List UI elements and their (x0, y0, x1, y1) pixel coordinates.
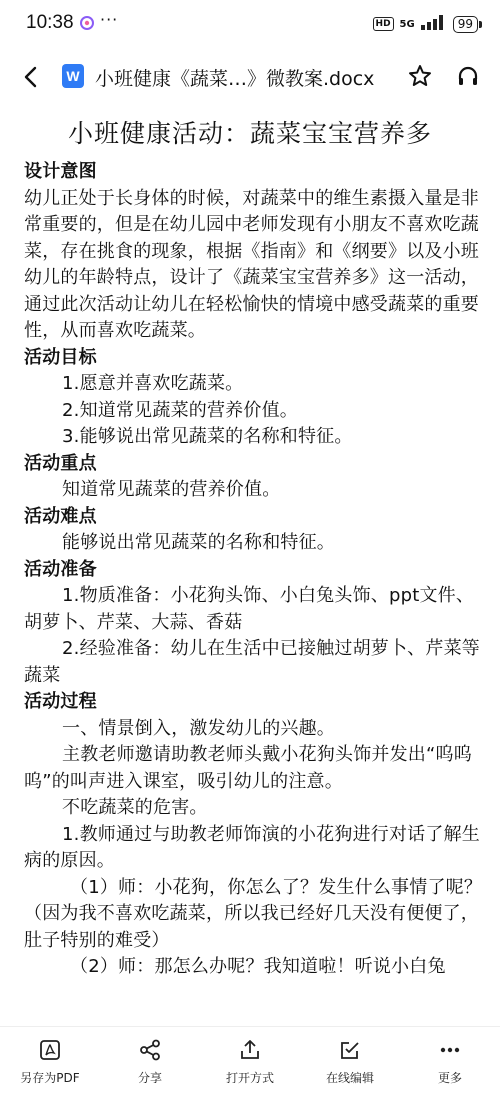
section-heading: 活动过程 (24, 691, 97, 712)
open-with-icon (239, 1039, 261, 1061)
hd-badge: HD (373, 17, 394, 31)
word-doc-icon: W (62, 64, 84, 88)
section-heading: 活动准备 (24, 558, 97, 580)
status-right (373, 14, 482, 34)
paragraph: 主教老师邀请助教老师头戴小花狗头饰并发出“呜呜呜”的叫声进入课室，吸引幼儿的注意。 (24, 744, 472, 792)
more-label: 更多 (437, 1071, 462, 1085)
open-with-label: 打开方式 (225, 1071, 274, 1085)
save-as-pdf-label: 另存为PDF (20, 1071, 80, 1085)
app-notification-icon (78, 14, 96, 36)
document-body (24, 159, 484, 981)
section-heading: 设计意图 (24, 161, 97, 182)
paragraph: （1）师：小花狗，你怎么了？发生什么事情了呢？（因为我不喜欢吃蔬菜，所以我已经好几天没有便便了，肚子特别的难受） (24, 876, 483, 951)
more-button[interactable] (400, 1039, 500, 1086)
edit-icon (339, 1039, 361, 1061)
pdf-icon (39, 1039, 61, 1061)
document-title: 小班健康活动：蔬菜宝宝营养多 (67, 119, 432, 148)
more-icon (439, 1039, 461, 1061)
paragraph: 一、情景倒入，激发幼儿的兴趣。 (62, 717, 335, 739)
section-heading: 活动难点 (24, 505, 97, 527)
save-as-pdf-button[interactable] (0, 1039, 100, 1086)
list-item: 1.愿意并喜欢吃蔬菜。 (62, 373, 244, 394)
share-label: 分享 (137, 1071, 162, 1085)
list-item: 1.物质准备：小花狗头饰、小白兔头饰、ppt文件、胡萝卜、芹菜、大蒜、香菇 (24, 585, 475, 633)
share-icon (139, 1039, 161, 1061)
document-filename: 小班健康《蔬菜…》微教案.docx (95, 68, 375, 90)
share-button[interactable] (100, 1039, 200, 1086)
paragraph: 不吃蔬菜的危害。 (62, 797, 208, 818)
online-edit-label: 在线编辑 (325, 1071, 374, 1085)
paragraph: （2）师：那怎么办呢？我知道啦！听说小白兔 (70, 956, 446, 977)
section-heading: 活动目标 (24, 346, 97, 368)
paragraph: 能够说出常见蔬菜的名称和特征。 (62, 532, 335, 553)
paragraph: 幼儿正处于长身体的时候，对蔬菜中的维生素摄入量是非常重要的，但是在幼儿园中老师发现有小朋友不喜欢吃蔬菜，存在挑食的现象，根据《指南》和《纲要》以及小班幼儿的年龄特点，设计了《蔬菜宝宝营养多》这一活动，通过此次活动让幼儿在轻松愉快的情境中感受蔬菜的重要性，从而喜欢吃蔬菜。 (24, 187, 479, 341)
status-time: 10:38 (26, 12, 74, 33)
status-bar (0, 0, 500, 50)
online-edit-button[interactable] (300, 1039, 400, 1086)
signal-icon (421, 14, 447, 34)
network-type: 5G (399, 18, 415, 30)
paragraph: 1.教师通过与助教老师饰演的小花狗进行对话了解生病的原因。 (24, 823, 480, 871)
bottom-toolbar (0, 1026, 500, 1099)
more-notifications-icon: ··· (100, 10, 119, 29)
app-bar (0, 50, 500, 104)
open-with-button[interactable] (200, 1039, 300, 1086)
list-item: 2.经验准备：幼儿在生活中已接触过胡萝卜、芹菜等蔬菜 (24, 638, 480, 686)
battery-level: 99 (453, 16, 478, 33)
list-item: 2.知道常见蔬菜的营养价值。 (62, 399, 298, 421)
document-viewer[interactable] (0, 104, 500, 1026)
paragraph: 知道常见蔬菜的营养价值。 (62, 479, 281, 500)
back-arrow-icon[interactable] (18, 64, 44, 90)
star-icon[interactable] (408, 64, 432, 88)
headphones-icon[interactable] (456, 64, 480, 88)
section-heading: 活动重点 (24, 452, 97, 474)
list-item: 3.能够说出常见蔬菜的名称和特征。 (62, 426, 353, 447)
battery-icon (453, 16, 482, 33)
